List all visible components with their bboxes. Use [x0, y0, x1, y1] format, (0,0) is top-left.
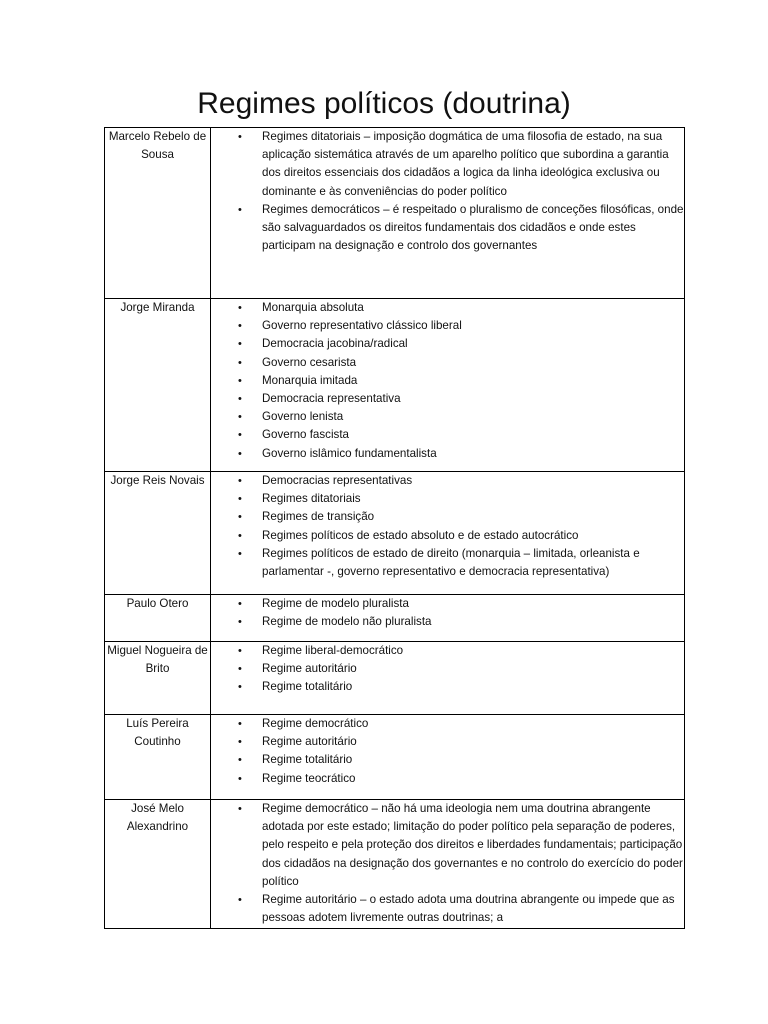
list-item — [211, 642, 684, 660]
list-item — [211, 335, 684, 353]
list-item-text: Regime autoritário – o estado adota uma doutrina abrangente ou impede que as pessoas adotem livremente outras doutrinas; a — [262, 893, 675, 925]
author-name: Jorge Miranda — [120, 301, 195, 314]
list-item-text: Governo islâmico fundamentalista — [262, 446, 437, 460]
regimes-list — [211, 595, 684, 631]
bullet-icon: • — [238, 429, 242, 442]
bullet-icon: • — [238, 447, 242, 460]
list-item-text: Regimes ditatoriais – imposição dogmática de uma filosofia de estado, na sua aplicação sistemática através de um aparelho político que subordina a garantia dos direitos essenciais dos cidadãos a logica da linha ideológica exclusiva ou dominante e às conveniências do poder político — [262, 130, 669, 198]
author-name: Miguel Nogueira de Brito — [107, 644, 208, 676]
regimes-cell — [211, 299, 685, 472]
author-cell — [105, 595, 211, 642]
bullet-icon: • — [238, 547, 242, 560]
regimes-list — [211, 642, 684, 697]
regimes-cell — [211, 715, 685, 800]
table-body — [105, 128, 685, 929]
bullet-icon: • — [238, 754, 242, 767]
list-item — [211, 408, 684, 426]
author-cell — [105, 800, 211, 929]
list-item — [211, 128, 684, 201]
author-name: José Melo Alexandrino — [126, 802, 189, 834]
list-item-text: Monarquia absoluta — [262, 301, 364, 314]
table-row — [105, 715, 685, 800]
author-cell — [105, 715, 211, 800]
list-item-text: Regime de modelo pluralista — [262, 597, 409, 610]
bullet-icon: • — [238, 493, 242, 506]
regimes-cell — [211, 128, 685, 299]
list-item — [211, 595, 684, 613]
bullet-icon: • — [238, 772, 242, 785]
bullet-icon: • — [238, 803, 242, 815]
author-cell — [105, 128, 211, 299]
bullet-icon: • — [238, 894, 242, 907]
bullet-icon: • — [238, 681, 242, 694]
list-item — [211, 613, 684, 631]
bullet-icon: • — [238, 393, 242, 406]
bullet-icon: • — [238, 645, 242, 657]
list-item — [211, 490, 684, 508]
list-item — [211, 201, 684, 256]
list-item-text: Regime autoritário — [262, 735, 357, 749]
list-item-text: Governo cesarista — [262, 355, 357, 369]
list-item — [211, 751, 684, 769]
list-item — [211, 426, 684, 444]
table-row — [105, 642, 685, 715]
bullet-icon: • — [238, 475, 242, 487]
bullet-icon: • — [238, 338, 242, 351]
list-item — [211, 390, 684, 408]
regimes-list — [211, 472, 684, 581]
list-item-text: Governo fascista — [262, 428, 349, 442]
bullet-icon: • — [238, 736, 242, 749]
regimes-list — [211, 715, 684, 788]
author-name: Paulo Otero — [126, 597, 189, 610]
list-item-text: Regime liberal-democrático — [262, 644, 404, 657]
page-title: Regimes políticos (doutrina) — [197, 87, 571, 120]
list-item-text: Regimes ditatoriais — [262, 492, 361, 506]
bullet-icon: • — [238, 598, 242, 610]
list-item — [211, 660, 684, 678]
bullet-icon: • — [238, 511, 242, 524]
list-item — [211, 372, 684, 390]
list-item — [211, 733, 684, 751]
table-row — [105, 800, 685, 929]
bullet-icon: • — [238, 663, 242, 676]
list-item-text: Regimes democráticos – é respeitado o pluralismo de conceções filosóficas, onde são salvaguardados os direitos fundamentais dos cidadãos e onde estes participam na designação e controlo dos governantes — [262, 202, 684, 253]
list-item — [211, 354, 684, 372]
regimes-cell — [211, 642, 685, 715]
author-cell — [105, 299, 211, 472]
regimes-list — [211, 128, 684, 255]
list-item — [211, 770, 684, 788]
regimes-cell — [211, 595, 685, 642]
list-item-text: Regimes de transição — [262, 510, 375, 524]
bullet-icon: • — [238, 320, 242, 333]
list-item — [211, 445, 684, 463]
list-item-text: Governo representativo clássico liberal — [262, 319, 462, 333]
bullet-icon: • — [238, 616, 242, 629]
regimes-list — [211, 299, 684, 463]
list-item-text: Regime totalitário — [262, 680, 353, 694]
list-item-text: Governo lenista — [262, 410, 344, 424]
author-name: Jorge Reis Novais — [110, 474, 205, 487]
list-item-text: Regime de modelo não pluralista — [262, 615, 432, 629]
bullet-icon: • — [238, 374, 242, 387]
author-cell — [105, 472, 211, 595]
list-item-text: Regime autoritário — [262, 662, 357, 676]
bullet-icon: • — [238, 529, 242, 542]
bullet-icon: • — [238, 131, 242, 143]
regimes-list — [211, 800, 684, 927]
bullet-icon: • — [238, 302, 242, 314]
list-item — [211, 472, 684, 490]
list-item-text: Regime democrático – não há uma ideologia nem uma doutrina abrangente adotada por este estado; limitação do poder político pela separação de poderes, pelo respeito e pela proteção dos direitos e liberdades fundamentais; participação dos cidadãos na designação dos governantes e no controlo do exercício do poder político — [262, 802, 683, 888]
regimes-cell — [211, 800, 685, 929]
list-item — [211, 299, 684, 317]
bullet-icon: • — [238, 718, 242, 730]
doctrine-table — [104, 127, 685, 929]
list-item — [211, 891, 684, 927]
list-item-text: Regime teocrático — [262, 771, 356, 785]
list-item-text: Democracia representativa — [262, 392, 401, 406]
author-cell — [105, 642, 211, 715]
table-row — [105, 128, 685, 299]
list-item — [211, 678, 684, 696]
list-item — [211, 508, 684, 526]
bullet-icon: • — [238, 356, 242, 369]
list-item — [211, 527, 684, 545]
regimes-cell — [211, 472, 685, 595]
list-item-text: Regime democrático — [262, 717, 369, 730]
author-name: Marcelo Rebelo de Sousa — [108, 130, 207, 162]
table-row — [105, 595, 685, 642]
list-item — [211, 800, 684, 891]
list-item-text: Regimes políticos de estado absoluto e de estado autocrático — [262, 528, 579, 542]
list-item-text: Regime totalitário — [262, 753, 353, 767]
table-row — [105, 472, 685, 595]
list-item-text: Regimes políticos de estado de direito (monarquia – limitada, orleanista e parlamentar -, governo representativo e democracia representativa) — [262, 546, 640, 579]
bullet-icon: • — [238, 203, 242, 216]
list-item — [211, 545, 684, 581]
author-name: Luís Pereira Coutinho — [126, 717, 189, 749]
list-item-text: Monarquia imitada — [262, 373, 358, 387]
list-item — [211, 715, 684, 733]
list-item-text: Democracia jacobina/radical — [262, 337, 408, 351]
list-item — [211, 317, 684, 335]
list-item-text: Democracias representativas — [262, 474, 413, 487]
bullet-icon: • — [238, 411, 242, 424]
table-row — [105, 299, 685, 472]
